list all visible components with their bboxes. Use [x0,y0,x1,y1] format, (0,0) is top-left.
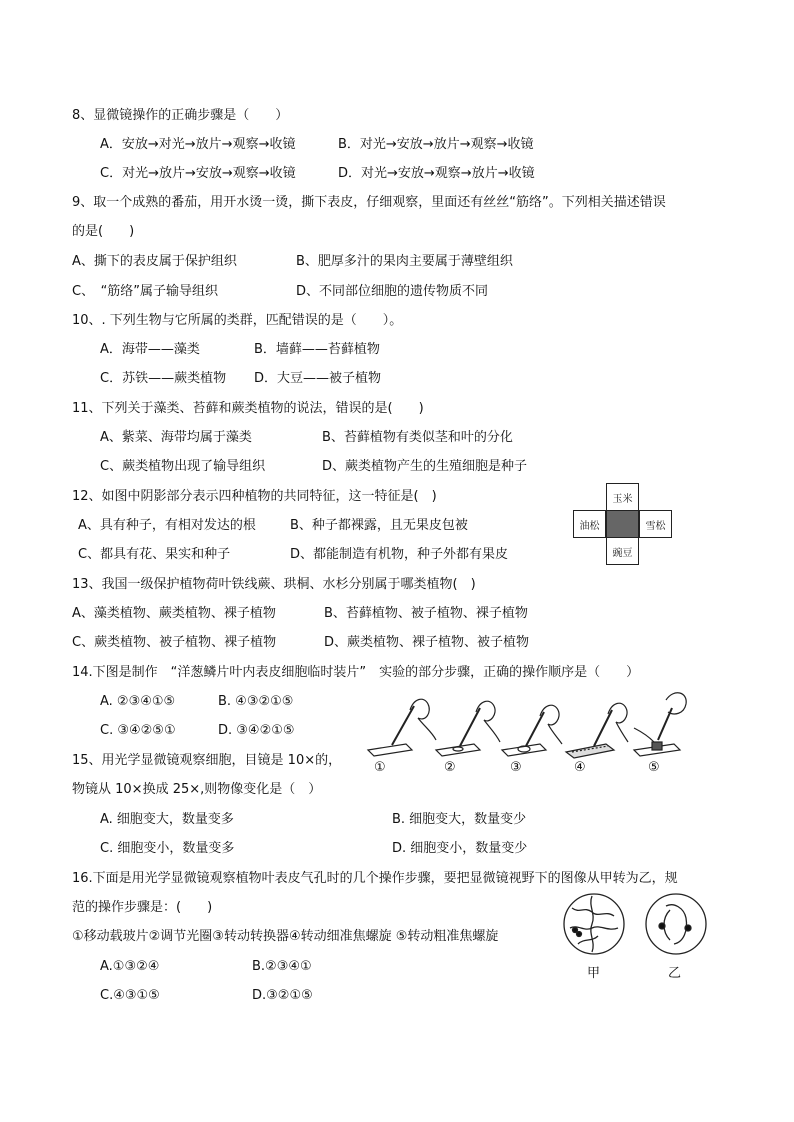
field-yi-illustration [646,894,706,954]
slide-preparation-steps-figure [362,688,702,780]
cross-bottom-label: 豌豆 [612,547,633,559]
q16-option-c: C.④③①⑤ [100,988,160,1003]
cross-left-label: 油松 [579,520,600,532]
q16-step-list: ①移动载玻片②调节光圈③转动转换器④转动细准焦螺旋 ⑤转动粗准焦螺旋 [72,929,499,944]
q8-option-c: C．对光→放片→安放→观察→收镜 [100,166,296,181]
cross-top-cell [606,483,639,511]
q11-stem: 11、下列关于藻类、苔藓和蕨类植物的说法，错误的是( ) [72,401,424,416]
q14-stem: 14.下图是制作 “洋葱鳞片叶内表皮细胞临时装片” 实验的部分步骤，正确的操作顺序是（ ） [72,665,640,680]
cross-shaded-center [606,510,639,538]
q15-option-d: D. 细胞变小，数量变少 [392,841,528,856]
cross-left-cell [573,510,606,538]
q8-option-a: A．安放→对光→放片→观察→收镜 [100,137,296,152]
q14-option-a: A. ②③④①⑤ [100,694,176,709]
q12-option-c: C、都具有花、果实和种子 [78,547,231,562]
q8-option-b: B．对光→安放→放片→观察→收镜 [338,137,534,152]
q14-option-b: B. ④③②①⑤ [218,694,294,709]
q16-option-a: A.①③②④ [100,959,160,974]
field-label-jia: 甲 [587,966,601,981]
q15-option-a: A. 细胞变大，数量变多 [100,812,234,827]
q16-stem-line2: 范的操作步骤是：( ) [72,900,213,915]
cross-bottom-cell [606,537,639,565]
q13-option-a: A、藻类植物、蕨类植物、裸子植物 [72,606,276,621]
cross-right-label: 雪松 [645,520,666,532]
step1-illustration [368,699,436,756]
q8-stem: 8、显微镜操作的正确步骤是（ ） [72,108,289,123]
q16-option-b: B.②③④① [252,959,312,974]
q15-stem-line2: 物镜从 10×换成 25×,则物像变化是（ ） [72,782,322,797]
q15-stem-line1: 15、用光学显微镜观察细胞，目镜是 10×的， [72,753,342,768]
q13-stem: 13、我国一级保护植物荷叶铁线蕨、珙桐、水杉分别属于哪类植物( ) [72,577,476,592]
step3-illustration [502,705,562,756]
q16-option-d: D.③②①⑤ [252,988,313,1003]
q12-option-d: D、都能制造有机物，种子外都有果皮 [290,547,509,562]
q14-option-c: C. ③④②⑤① [100,723,176,738]
q15-option-c: C. 细胞变小，数量变多 [100,841,235,856]
step2-illustration [436,701,500,756]
q12-option-a: A、具有种子，有相对发达的根 [78,518,256,533]
q13-option-b: B、苔藓植物、被子植物、裸子植物 [324,606,528,621]
q12-option-b: B、种子都裸露，且无果皮包被 [290,518,468,533]
plant-feature-cross-diagram [566,483,681,569]
q9-stem-line2: 的是( ) [72,224,135,239]
q10-stem: 10、. 下列生物与它所属的类群，匹配错误的是（ ）。 [72,313,403,328]
q10-option-d: D．大豆——被子植物 [254,371,382,386]
q10-option-a: A．海带——藻类 [100,342,200,357]
q10-option-b: B．墙藓——苔藓植物 [254,342,380,357]
step4-illustration [566,703,628,758]
step5-illustration [634,693,686,756]
q9-option-d: D、不同部位细胞的遗传物质不同 [296,284,489,299]
step-label-4: ④ [574,760,586,775]
q10-option-c: C．苏铁——蕨类植物 [100,371,227,386]
q14-option-d: D. ③④②①⑤ [218,723,295,738]
q9-option-c: C、 “筋络”属子输导组织 [72,284,219,299]
q9-stem-line1: 9、取一个成熟的番茄，用开水烫一烫，撕下表皮，仔细观察，里面还有丝丝“筋络”。下列相关描述错误 [72,195,666,210]
field-jia-illustration [564,894,624,954]
q12-stem: 12、如图中阴影部分表示四种植物的共同特征，这一特征是( ) [72,489,437,504]
step-label-1: ① [374,760,386,775]
q11-option-b: B、苔藓植物有类似茎和叶的分化 [322,430,513,445]
q11-option-a: A、紫菜、海带均属于藻类 [100,430,252,445]
q11-option-d: D、蕨类植物产生的生殖细胞是种子 [322,459,528,474]
q15-option-b: B. 细胞变大，数量变少 [392,812,527,827]
step-label-2: ② [444,760,456,775]
field-label-yi: 乙 [668,966,682,981]
q13-option-c: C、蕨类植物、被子植物、裸子植物 [72,635,277,650]
q11-option-c: C、蕨类植物出现了输导组织 [100,459,266,474]
microscope-field-figure [562,888,712,982]
step-label-5: ⑤ [648,760,660,775]
q9-option-b: B、肥厚多汁的果肉主要属于薄壁组织 [296,254,513,269]
q13-option-d: D、蕨类植物、裸子植物、被子植物 [324,635,530,650]
step-label-3: ③ [510,760,522,775]
cross-right-cell [639,510,672,538]
q16-stem-line1: 16.下面是用光学显微镜观察植物叶表皮气孔时的几个操作步骤，要把显微镜视野下的图像从甲转为乙，规 [72,871,678,886]
q9-option-a: A、撕下的表皮属于保护组织 [72,254,237,269]
cross-top-label: 玉米 [612,493,633,505]
q8-option-d: D．对光→安放→观察→放片→收镜 [338,166,535,181]
